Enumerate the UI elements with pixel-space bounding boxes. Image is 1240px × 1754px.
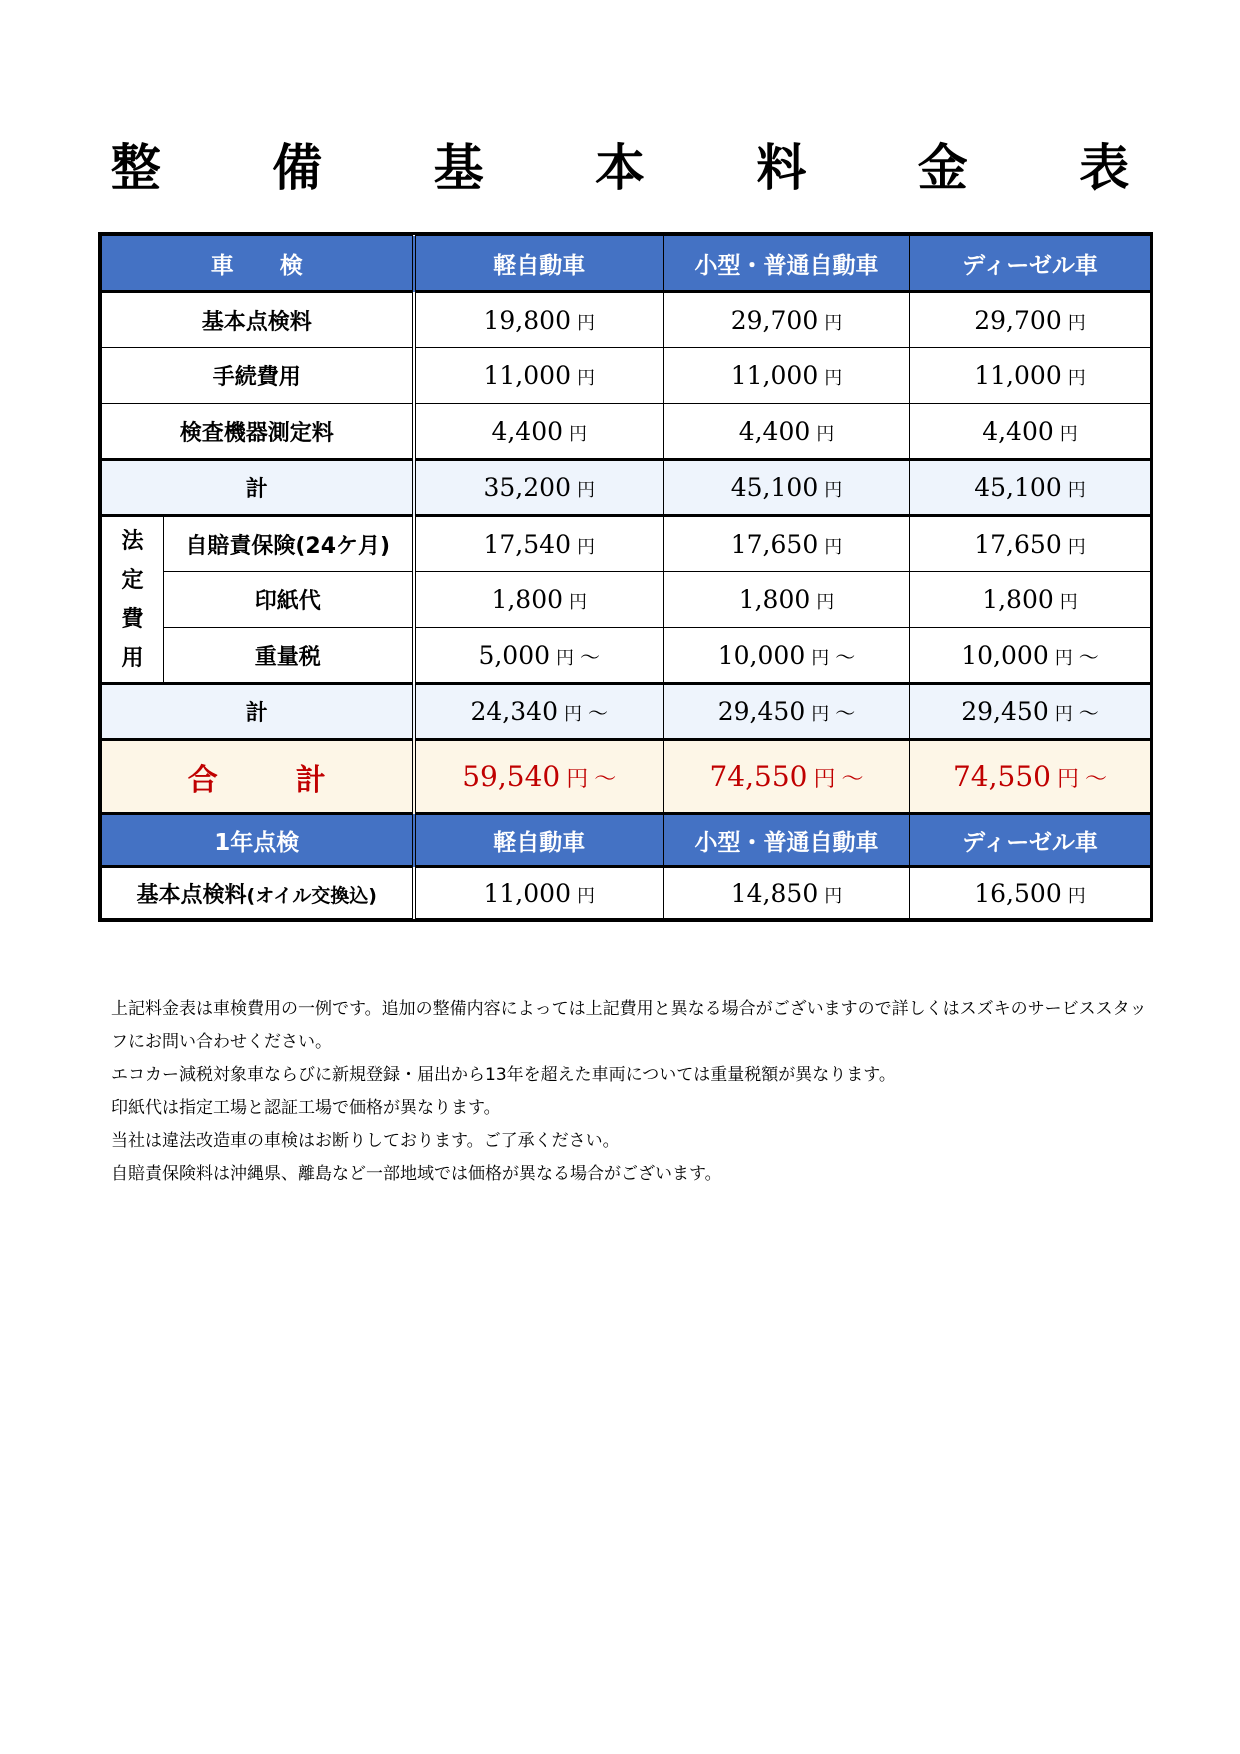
table-row: [102, 628, 1151, 684]
subtotal-cell: 29,450 円 〜: [910, 684, 1151, 740]
price-cell: 5,000 円 〜: [414, 628, 664, 684]
notes: [111, 993, 1151, 1191]
shaken-header-row: [102, 236, 1151, 292]
note-line: エコカー減税対象車ならびに新規登録・届出から13年を超えた車両については重量税額が異なります。: [111, 1065, 896, 1085]
price-cell: 29,700 円: [664, 292, 910, 348]
inspection-header-label: 1年点検: [102, 814, 414, 867]
price-cell: 1,800 円: [910, 572, 1151, 628]
price-table: [98, 232, 1153, 922]
price-cell: 14,850 円: [664, 867, 910, 919]
table-row: [102, 572, 1151, 628]
row-label: 印紙代: [164, 572, 414, 628]
header-diesel: ディーゼル車: [910, 236, 1151, 292]
subtotal-cell: 29,450 円 〜: [664, 684, 910, 740]
price-cell: 11,000 円: [414, 348, 664, 404]
subtotal-row: [102, 460, 1151, 516]
price-cell: 4,400 円: [664, 404, 910, 460]
note-line: 自賠責保険料は沖縄県、離島など一部地域では価格が異なる場合がございます。: [111, 1164, 722, 1184]
table-row: [102, 867, 1151, 919]
price-cell: 11,000 円: [910, 348, 1151, 404]
note-line: 当社は違法改造車の車検はお断りしております。ご了承ください。: [111, 1131, 620, 1151]
grand-total-row: [102, 740, 1151, 814]
price-cell: 17,650 円: [910, 516, 1151, 572]
subtotal-cell: 24,340 円 〜: [414, 684, 664, 740]
price-cell: 29,700 円: [910, 292, 1151, 348]
table-row: [102, 516, 1151, 572]
subtotal-cell: 45,100 円: [664, 460, 910, 516]
shaken-header-label: 車 検: [102, 236, 414, 292]
inspection-header-row: [102, 814, 1151, 867]
price-cell: 10,000 円 〜: [664, 628, 910, 684]
header-kei: 軽自動車: [414, 814, 664, 867]
subtotal-label: 計: [102, 460, 414, 516]
row-label: 重量税: [164, 628, 414, 684]
subtotal-label: 計: [102, 684, 414, 740]
row-label: 基本点検料: [102, 292, 414, 348]
header-kogata: 小型・普通自動車: [664, 814, 910, 867]
grand-total-cell: 74,550 円 〜: [664, 740, 910, 814]
price-cell: 11,000 円: [414, 867, 664, 919]
row-label: 手続費用: [102, 348, 414, 404]
table-row: [102, 292, 1151, 348]
header-kei: 軽自動車: [414, 236, 664, 292]
note-line: 上記料金表は車検費用の一例です。追加の整備内容によっては上記費用と異なる場合がございますので詳しくはスズキのサービススタッフにお問い合わせください。: [111, 999, 1147, 1052]
header-kogata: 小型・普通自動車: [664, 236, 910, 292]
grand-total-cell: 74,550 円 〜: [910, 740, 1151, 814]
price-cell: 1,800 円: [414, 572, 664, 628]
row-label: 検査機器測定料: [102, 404, 414, 460]
price-cell: 1,800 円: [664, 572, 910, 628]
price-cell: 11,000 円: [664, 348, 910, 404]
grand-total-cell: 59,540 円 〜: [414, 740, 664, 814]
price-cell: 16,500 円: [910, 867, 1151, 919]
table-row: [102, 404, 1151, 460]
price-cell: 4,400 円: [910, 404, 1151, 460]
table-row: [102, 348, 1151, 404]
price-cell: 19,800 円: [414, 292, 664, 348]
price-cell: 10,000 円 〜: [910, 628, 1151, 684]
page-title: 整 備 基 本 料 金 表: [110, 139, 1177, 197]
subtotal-row: [102, 684, 1151, 740]
subtotal-cell: 45,100 円: [910, 460, 1151, 516]
price-cell: 17,650 円: [664, 516, 910, 572]
legal-fees-group-label: 法 定 費 用: [102, 516, 164, 684]
price-cell: 4,400 円: [414, 404, 664, 460]
header-diesel: ディーゼル車: [910, 814, 1151, 867]
row-label: 基本点検料(オイル交換込): [102, 867, 414, 919]
note-line: 印紙代は指定工場と認証工場で価格が異なります。: [111, 1098, 501, 1118]
row-label: 自賠責保険(24ケ月): [164, 516, 414, 572]
subtotal-cell: 35,200 円: [414, 460, 664, 516]
price-cell: 17,540 円: [414, 516, 664, 572]
grand-total-label: 合 計: [102, 740, 414, 814]
